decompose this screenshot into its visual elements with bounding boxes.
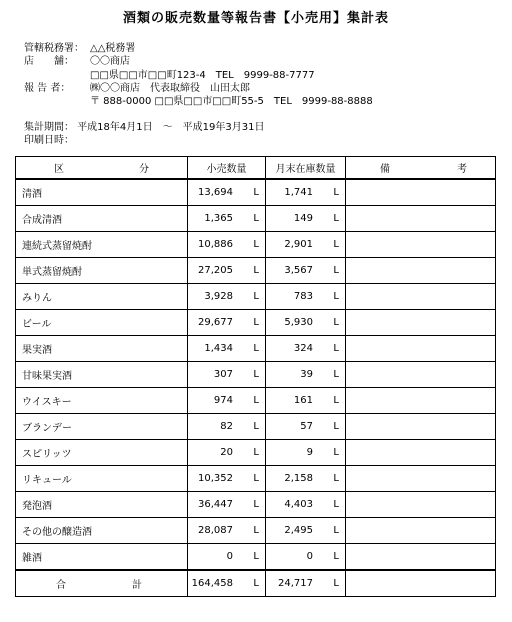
header-sales: 小売数量	[188, 157, 266, 180]
table-row	[16, 336, 496, 362]
unit-label: L	[333, 447, 339, 458]
row-sales	[188, 466, 266, 492]
row-note	[346, 414, 496, 440]
unit-label: L	[253, 291, 259, 302]
table-row	[16, 414, 496, 440]
row-stock	[266, 518, 346, 544]
row-note	[346, 284, 496, 310]
row-stock-value: 3,567	[284, 265, 313, 276]
row-note	[346, 362, 496, 388]
header-note-a: 備	[380, 164, 390, 175]
row-sales	[188, 310, 266, 336]
row-sales-value: 10,886	[198, 239, 233, 250]
row-sales-value: 13,694	[198, 187, 233, 198]
tax-office-label: 管轄税務署：	[24, 43, 84, 54]
table-row	[16, 440, 496, 466]
row-note	[346, 440, 496, 466]
row-stock	[266, 492, 346, 518]
table-row	[16, 544, 496, 571]
row-category: 甘味果実酒	[16, 362, 188, 388]
row-stock-value: 2,158	[284, 473, 313, 484]
tax-office-value: △△税務署	[90, 43, 136, 54]
header-note	[346, 157, 496, 180]
row-sales-value: 3,928	[204, 291, 233, 302]
unit-label: L	[333, 343, 339, 354]
unit-label: L	[253, 317, 259, 328]
table-row	[16, 258, 496, 284]
row-stock	[266, 206, 346, 232]
header-note-b: 考	[457, 164, 467, 175]
row-sales	[188, 440, 266, 466]
row-sales	[188, 414, 266, 440]
reporter-value: ㈱〇〇商店 代表取締役 山田太郎	[90, 83, 250, 94]
unit-label: L	[253, 551, 259, 562]
store-line	[24, 56, 130, 68]
row-sales-value: 1,434	[204, 343, 233, 354]
row-note	[346, 310, 496, 336]
unit-label: L	[253, 343, 259, 354]
unit-label: L	[333, 239, 339, 250]
row-sales-value: 0	[226, 551, 233, 562]
total-sales-value: 164,458	[191, 578, 233, 589]
table-row	[16, 179, 496, 206]
row-note	[346, 492, 496, 518]
row-stock-value: 4,403	[284, 499, 313, 510]
table-row	[16, 388, 496, 414]
store-label: 店 舗：	[24, 56, 74, 67]
row-note	[346, 206, 496, 232]
row-note	[346, 179, 496, 206]
unit-label: L	[333, 317, 339, 328]
row-sales-value: 36,447	[198, 499, 233, 510]
row-sales	[188, 258, 266, 284]
row-stock	[266, 466, 346, 492]
header-category-b: 分	[139, 164, 149, 175]
reporter-line	[24, 83, 250, 95]
row-stock-value: 2,495	[284, 525, 313, 536]
reporter-label: 報 告 者：	[24, 83, 71, 94]
row-sales	[188, 362, 266, 388]
row-category: 果実酒	[16, 336, 188, 362]
row-sales-value: 974	[213, 395, 233, 406]
table-row	[16, 232, 496, 258]
row-stock-value: 9	[306, 447, 313, 458]
row-category: ブランデー	[16, 414, 188, 440]
row-category: 単式蒸留焼酎	[16, 258, 188, 284]
table-header-row	[16, 157, 496, 180]
row-stock-value: 5,930	[284, 317, 313, 328]
unit-label: L	[333, 499, 339, 510]
unit-label: L	[253, 421, 259, 432]
period-line	[24, 122, 264, 134]
unit-label: L	[333, 187, 339, 198]
row-stock-value: 324	[293, 343, 313, 354]
row-sales	[188, 206, 266, 232]
unit-label: L	[253, 525, 259, 536]
row-category: リキュール	[16, 466, 188, 492]
row-category: ビール	[16, 310, 188, 336]
tax-office-line	[24, 43, 135, 55]
report-title: 酒類の販売数量等報告書【小売用】集計表	[122, 11, 389, 26]
unit-label: L	[333, 525, 339, 536]
unit-label: L	[333, 265, 339, 276]
summary-table	[15, 156, 496, 597]
total-row	[16, 570, 496, 597]
row-stock-value: 57	[300, 421, 313, 432]
header-category-a: 区	[54, 164, 64, 175]
row-stock-value: 39	[300, 369, 313, 380]
row-category: 合成清酒	[16, 206, 188, 232]
total-label	[16, 570, 188, 597]
row-note	[346, 518, 496, 544]
table-row	[16, 362, 496, 388]
row-sales	[188, 179, 266, 206]
unit-label: L	[253, 473, 259, 484]
unit-label: L	[333, 369, 339, 380]
unit-label: L	[253, 187, 259, 198]
row-stock	[266, 362, 346, 388]
row-stock	[266, 414, 346, 440]
row-note	[346, 258, 496, 284]
row-category: その他の醸造酒	[16, 518, 188, 544]
row-sales	[188, 492, 266, 518]
unit-label: L	[253, 447, 259, 458]
row-stock	[266, 284, 346, 310]
unit-label: L	[333, 213, 339, 224]
row-sales	[188, 518, 266, 544]
row-stock-value: 2,901	[284, 239, 313, 250]
row-category: みりん	[16, 284, 188, 310]
row-stock-value: 149	[293, 213, 313, 224]
row-stock-value: 1,741	[284, 187, 313, 198]
unit-label: L	[253, 239, 259, 250]
row-sales-value: 307	[213, 369, 233, 380]
row-category: 連続式蒸留焼酎	[16, 232, 188, 258]
row-stock	[266, 232, 346, 258]
header-category	[16, 157, 188, 180]
row-sales-value: 1,365	[204, 213, 233, 224]
table-row	[16, 284, 496, 310]
table-row	[16, 206, 496, 232]
table-row	[16, 466, 496, 492]
row-sales	[188, 544, 266, 571]
row-sales	[188, 336, 266, 362]
period-value: 平成18年4月1日 ～ 平成19年3月31日	[77, 122, 265, 133]
unit-label: L	[333, 473, 339, 484]
row-note	[346, 544, 496, 571]
unit-label: L	[333, 578, 339, 589]
total-sales	[188, 570, 266, 597]
row-sales	[188, 284, 266, 310]
row-stock	[266, 388, 346, 414]
total-note	[346, 570, 496, 597]
period-label: 集計期間：	[24, 122, 74, 133]
total-stock	[266, 570, 346, 597]
row-stock	[266, 179, 346, 206]
table-row	[16, 492, 496, 518]
reporter-address: 〒 888-0000 □□県□□市□□町55-5 TEL 9999-88-8888	[90, 96, 373, 107]
unit-label: L	[333, 421, 339, 432]
header-stock: 月末在庫数量	[266, 157, 346, 180]
row-stock	[266, 310, 346, 336]
row-sales-value: 82	[220, 421, 233, 432]
store-address: □□県□□市□□町123-4 TEL 9999-88-7777	[90, 70, 315, 81]
store-value: 〇〇商店	[90, 56, 130, 67]
row-sales-value: 10,352	[198, 473, 233, 484]
unit-label: L	[253, 265, 259, 276]
row-category: ウイスキー	[16, 388, 188, 414]
row-stock-value: 0	[306, 551, 313, 562]
row-stock	[266, 440, 346, 466]
unit-label: L	[253, 369, 259, 380]
row-stock	[266, 258, 346, 284]
unit-label: L	[253, 578, 259, 589]
row-category: スピリッツ	[16, 440, 188, 466]
row-note	[346, 388, 496, 414]
unit-label: L	[333, 395, 339, 406]
row-sales-value: 27,205	[198, 265, 233, 276]
row-stock-value: 161	[293, 395, 313, 406]
row-category: 清酒	[16, 179, 188, 206]
row-category: 雑酒	[16, 544, 188, 571]
row-sales	[188, 232, 266, 258]
unit-label: L	[333, 551, 339, 562]
unit-label: L	[253, 213, 259, 224]
row-sales-value: 29,677	[198, 317, 233, 328]
row-note	[346, 232, 496, 258]
table-row	[16, 518, 496, 544]
row-category: 発泡酒	[16, 492, 188, 518]
row-note	[346, 336, 496, 362]
row-stock-value: 783	[293, 291, 313, 302]
total-label-a: 合	[56, 580, 66, 591]
row-sales	[188, 388, 266, 414]
unit-label: L	[253, 499, 259, 510]
table-row	[16, 310, 496, 336]
total-label-b: 計	[132, 580, 142, 591]
print-date-line	[24, 135, 74, 147]
total-stock-value: 24,717	[278, 578, 313, 589]
row-sales-value: 20	[220, 447, 233, 458]
row-sales-value: 28,087	[198, 525, 233, 536]
row-stock	[266, 336, 346, 362]
unit-label: L	[333, 291, 339, 302]
print-date-label: 印刷日時：	[24, 135, 74, 146]
unit-label: L	[253, 395, 259, 406]
row-stock	[266, 544, 346, 571]
row-note	[346, 466, 496, 492]
